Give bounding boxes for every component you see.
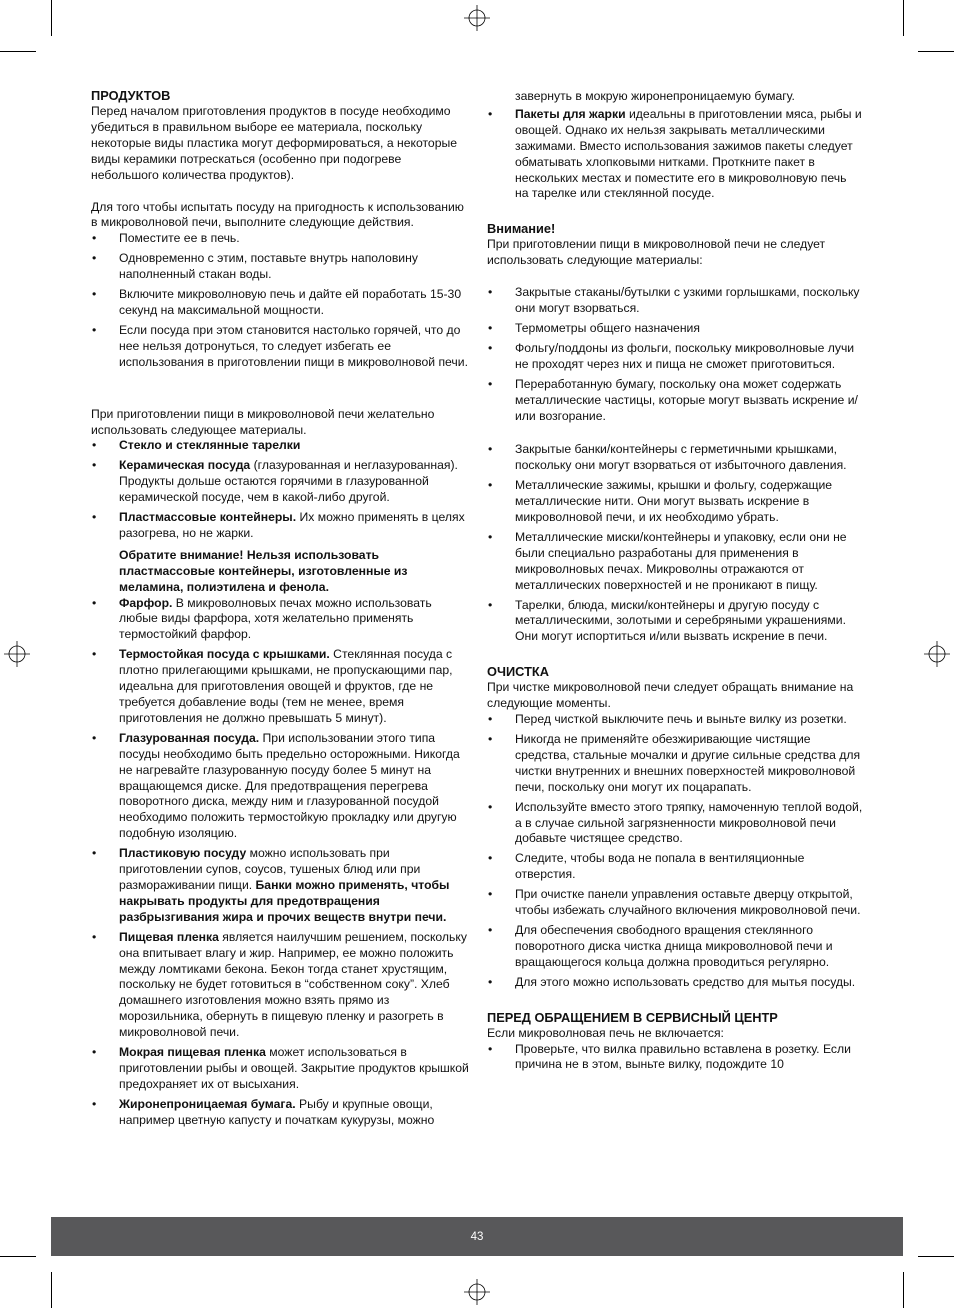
list-item: • Переработанную бумагу, поскольку она может содержать металлические частицы, которые могут вызвать искрение и/или возгорание. [487,377,863,425]
list-item: • При очистке панели управления оставьте дверцу открытой, чтобы избежать случайного включения микроволновой печи. [487,887,863,919]
right-column [487,89,863,1073]
service-paragraph: Если микроволновая печь не включается: [487,1025,724,1040]
crop-mark [903,0,904,36]
list-item [91,438,471,454]
registration-mark-right [924,641,950,667]
test-steps-list [91,231,471,370]
list-item: • Закрытые банки/контейнеры с герметичными крышками, поскольку они могут взорваться от избыточного давления. [487,442,863,474]
list-item [91,510,471,542]
service-list [487,1042,863,1074]
crop-mark [918,51,954,52]
list-item: • Поместите ее в печь. [91,231,471,247]
section-heading-cleaning: ОЧИСТКА [487,664,549,680]
list-item: • Одновременно с этим, поставьте внутрь наполовину наполненный стакан воды. [91,251,471,283]
page-number: 43 [470,1230,484,1243]
continuation-text: завернуть в мокрую жиронепроницаемую бумагу. [515,89,795,103]
avoid-list-1 [487,285,863,424]
materials-list-2 [91,596,471,1129]
item-text: Их можно применять в целях разогрева, но не жарки. [119,510,465,540]
item-term: Жиронепроницаемая бумага. [119,1096,296,1111]
crop-mark [0,1256,36,1257]
section-heading-service: ПЕРЕД ОБРАЩЕНИЕМ В СЕРВИСНЫЙ ЦЕНТР [487,1009,778,1025]
item-text: Рыбу и крупные овощи, например цветную капусту и початкам кукурузы, можно [119,1096,435,1127]
bags-list [487,107,863,202]
list-item: • Для этого можно использовать средство для мытья посуды. [487,975,863,991]
attention-paragraph: При приготовлении пищи в микроволновой печи не следует использовать следующие материалы: [487,237,826,268]
registration-mark-top [464,5,490,31]
list-item [91,1045,471,1093]
list-item: • Если посуда при этом становится настолько горячей, что до нее нельзя дотронуться, то следует избегать ее использования в приготовлении пищи в микроволновой печи. [91,323,471,371]
crop-mark [51,0,52,36]
list-item [91,1097,471,1129]
crop-mark [903,1272,904,1308]
page-footer [51,1217,903,1256]
test-paragraph: Для того чтобы испытать посуду на пригодность к использованию в микроволновой печи, выполните следующие действия. [91,199,464,230]
item-term: Мокрая пищевая пленка [119,1045,266,1060]
list-item [487,107,863,202]
list-item [91,731,471,842]
item-text: является наилучшим решением, поскольку она впитывает влагу и жир. Например, ее можно положить между ломтиками бекона. Бекон тогда станет хрустящим, поскольку не будет готовиться в “собственном соку”. Хлеб домашнего изготовления можно взять прямо из морозильника, обернуть в пищевую пленку и разогреть в микроволновой печи. [119,929,467,1040]
attention-heading: Внимание! [487,221,556,237]
list-item [91,458,471,506]
item-term: Пластмассовые контейнеры. [119,510,297,525]
recommended-paragraph: При приготовлении пищи в микроволновой печи желательно использовать следующее материалы. [91,406,435,437]
item-text: может использоваться в приготовлении рыбы и овощей. Закрытие продуктов крышкой предохраняет их от высыхания. [119,1045,469,1091]
crop-mark [918,1256,954,1257]
list-item [91,846,471,926]
item-term: Фарфор. [119,595,173,610]
item-term: Пакеты для жарки [515,106,626,121]
item-term: Глазурованная посуда. [119,730,260,745]
registration-mark-left [4,641,30,667]
list-item: • Никогда не применяйте обезжиривающие чистящие средства, стальные мочалки и другие сильные средства для чистки внутренних и внешних поверхностей микроволновой печи, поскольку они могут их поцарапать. [487,732,863,796]
crop-mark [0,51,36,52]
list-item: • Металлические зажимы, крышки и фольгу, содержащие металлические нити. Они могут вызвать искрение в микроволновой печи, и их необходимо убрать. [487,478,863,526]
list-item: • Следите, чтобы вода не попала в вентиляционные отверстия. [487,851,863,883]
list-item: • Используйте вместо этого тряпку, намоченную теплой водой, а в случае сильной загрязненности микроволновой печи добавьте чистящее средство. [487,800,863,848]
plastic-warning-note: Обратите внимание! Нельзя использовать пластмассовые контейнеры, изготовленные из меламина, полиэтилена и фенола. [119,547,408,594]
item-emphasis: Банки можно применять, чтобы накрывать продукты для предотвращения разбрызгивания жира и прочих веществ внутри печи. [119,877,450,924]
item-text: идеальны в приготовлении мяса, рыбы и овощей. Однако их нельзя закрывать металлическими зажимами. Вместо использования зажимов пакеты следует обматывать хлопковыми нитками. Проткните пакет в нескольких местах и поместите его в микроволновую печь на тарелке или стеклянной посуде. [515,106,862,201]
cleaning-paragraph: При чистке микроволновой печи следует обращать внимание на следующие моменты. [487,680,854,711]
list-item: • Фольгу/поддоны из фольги, поскольку микроволновые лучи не проходят через них и пища не сможет приготовиться. [487,341,863,373]
item-term: Керамическая посуда [119,458,251,473]
item-term: Термостойкая посуда с крышками. [119,647,330,662]
item-term: Пластиковую посуду [119,846,247,861]
list-item: • Для обеспечения свободного вращения стеклянного поворотного диска чистка днища микроволновой печи и вращающегося кольца должна проводиться регулярно. [487,923,863,971]
list-item: • Закрытые стаканы/бутылки с узкими горлышками, поскольку они могут взорваться. [487,285,863,317]
cleaning-list [487,712,863,991]
list-item: • Металлические миски/контейнеры и упаковку, если они не были специально разработаны для применения в микроволновых печах. Микроволны отражаются от металлических поверхностей и не проникают в пищу. [487,530,863,594]
list-item [91,596,471,644]
intro-paragraph: Перед началом приготовления продуктов в посуде необходимо убедиться в правильном выборе ее материала, поскольку некоторые виды пластика могут деформироваться, а некоторые виды керамики потрескаться (особенно при подогреве небольшого количества продуктов). [91,104,458,182]
item-term: Пищевая пленка [119,929,219,944]
list-item [91,647,471,727]
registration-mark-bottom [464,1279,490,1305]
list-item: • Перед чисткой выключите печь и выньте вилку из розетки. [487,712,863,728]
item-text: (глазурованная и неглазурованная). Продукты дольше остаются горячими в глазурованной керамической посуде, чем в какой-либо другой. [119,458,458,505]
avoid-list-2 [487,442,863,645]
list-item [91,930,471,1041]
item-text: можно использовать при приготовлении супов, соусов, тушеных блюд или при размораживании пищи. [119,846,421,892]
list-item: • Включите микроволновую печь и дайте ей поработать 15-30 секунд на максимальной мощности. [91,287,471,319]
section-heading-products: ПРОДУКТОВ [91,88,171,103]
crop-mark [51,1272,52,1308]
list-item: • Проверьте, что вилка правильно вставлена в розетку. Если причина не в этом, выньте вилку, подождите 10 [487,1042,863,1074]
materials-list [91,438,471,541]
item-text: В микроволновых печах можно использовать любые виды фарфора, хотя желательно применять термостойкий фарфор. [119,595,432,642]
item-term: Стекло и стеклянные тарелки [119,438,301,453]
list-item: • Тарелки, блюда, миски/контейнеры и другую посуду с металлическими, золотыми и серебряными украшениями. Они могут испортиться и/или вызвать искрение в печи. [487,598,863,646]
list-item: • Термометры общего назначения [487,321,863,337]
item-text: Стеклянная посуда с плотно прилегающими крышками, не пропускающими пар, идеальна для приготовления овощей и фруктов, где не требуется добавление воды (тем не менее, время приготовления не должно превышать 5 минут). [119,647,453,725]
item-text: При использовании этого типа посуды необходимо быть предельно осторожными. Никогда не нагревайте глазурованную посуду более 5 минут на вращающемся диске. Для предотвращения перегрева поворотного диска, между ним и глазурованной посудой необходимо положить термостойкую прокладку или другую подобную изоляцию. [119,730,460,841]
left-column [91,87,471,1129]
